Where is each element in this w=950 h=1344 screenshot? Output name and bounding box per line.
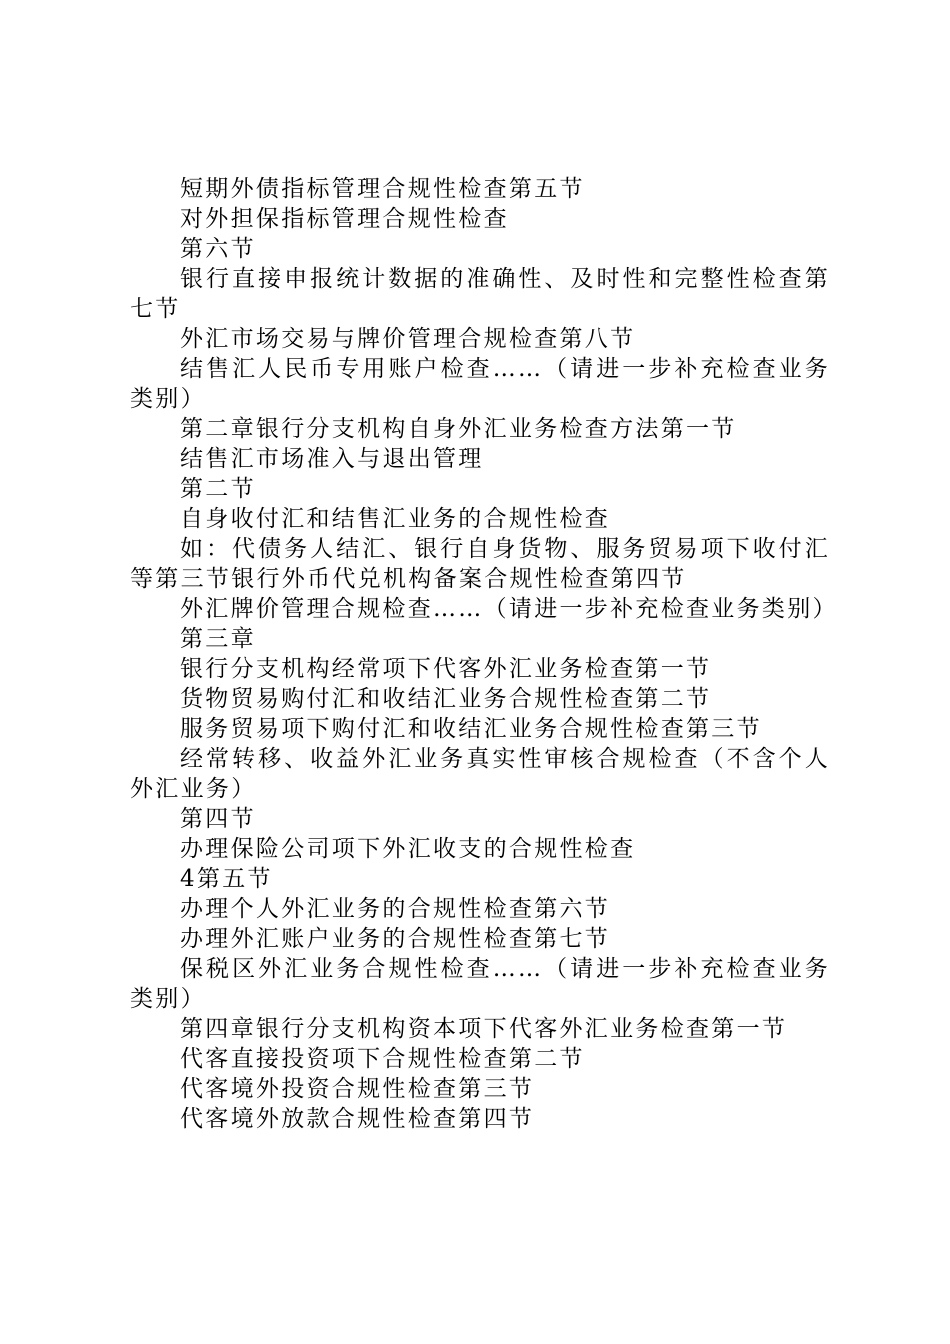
- document-body: [130, 174, 838, 1134]
- paragraph: 第六节: [180, 236, 256, 262]
- paragraph: 保税区外汇业务合规性检查……（请进一步补充检查业务类别）: [130, 956, 830, 1012]
- paragraph: 外汇市场交易与牌价管理合规检查第八节: [180, 326, 636, 352]
- paragraph: 第三章: [180, 626, 256, 652]
- paragraph: 如：代债务人结汇、银行自身货物、服务贸易项下收付汇等第三节银行外币代兑机构备案合规性检查第四节: [130, 536, 830, 592]
- paragraph: 银行分支机构经常项下代客外汇业务检查第一节: [180, 656, 712, 682]
- paragraph: 办理保险公司项下外汇收支的合规性检查: [180, 836, 636, 862]
- paragraph: 货物贸易购付汇和收结汇业务合规性检查第二节: [180, 686, 712, 712]
- paragraph: 第二节: [180, 476, 256, 502]
- paragraph: 代客境外投资合规性检查第三节: [180, 1076, 535, 1102]
- paragraph: 第四章银行分支机构资本项下代客外汇业务检查第一节: [180, 1016, 788, 1042]
- paragraph: 经常转移、收益外汇业务真实性审核合规检查（不含个人外汇业务）: [130, 746, 830, 802]
- paragraph: 结售汇人民币专用账户检查……（请进一步补充检查业务类别）: [130, 356, 830, 412]
- paragraph: 代客境外放款合规性检查第四节: [180, 1106, 535, 1132]
- paragraph: 办理个人外汇业务的合规性检查第六节: [180, 896, 611, 922]
- paragraph: 短期外债指标管理合规性检查第五节: [180, 176, 585, 202]
- paragraph: 办理外汇账户业务的合规性检查第七节: [180, 926, 611, 952]
- paragraph: 第二章银行分支机构自身外汇业务检查方法第一节: [180, 416, 737, 442]
- paragraph: 4第五节: [180, 866, 273, 892]
- paragraph: 自身收付汇和结售汇业务的合规性检查: [180, 506, 611, 532]
- paragraph: 第四节: [180, 806, 256, 832]
- paragraph: 对外担保指标管理合规性检查: [180, 206, 509, 232]
- paragraph: 银行直接申报统计数据的准确性、及时性和完整性检查第七节: [130, 266, 830, 322]
- paragraph: 代客直接投资项下合规性检查第二节: [180, 1046, 585, 1072]
- paragraph: 服务贸易项下购付汇和收结汇业务合规性检查第三节: [180, 716, 762, 742]
- paragraph: 外汇牌价管理合规检查……（请进一步补充检查业务类别）: [180, 596, 838, 622]
- paragraph: 结售汇市场准入与退出管理: [180, 446, 484, 472]
